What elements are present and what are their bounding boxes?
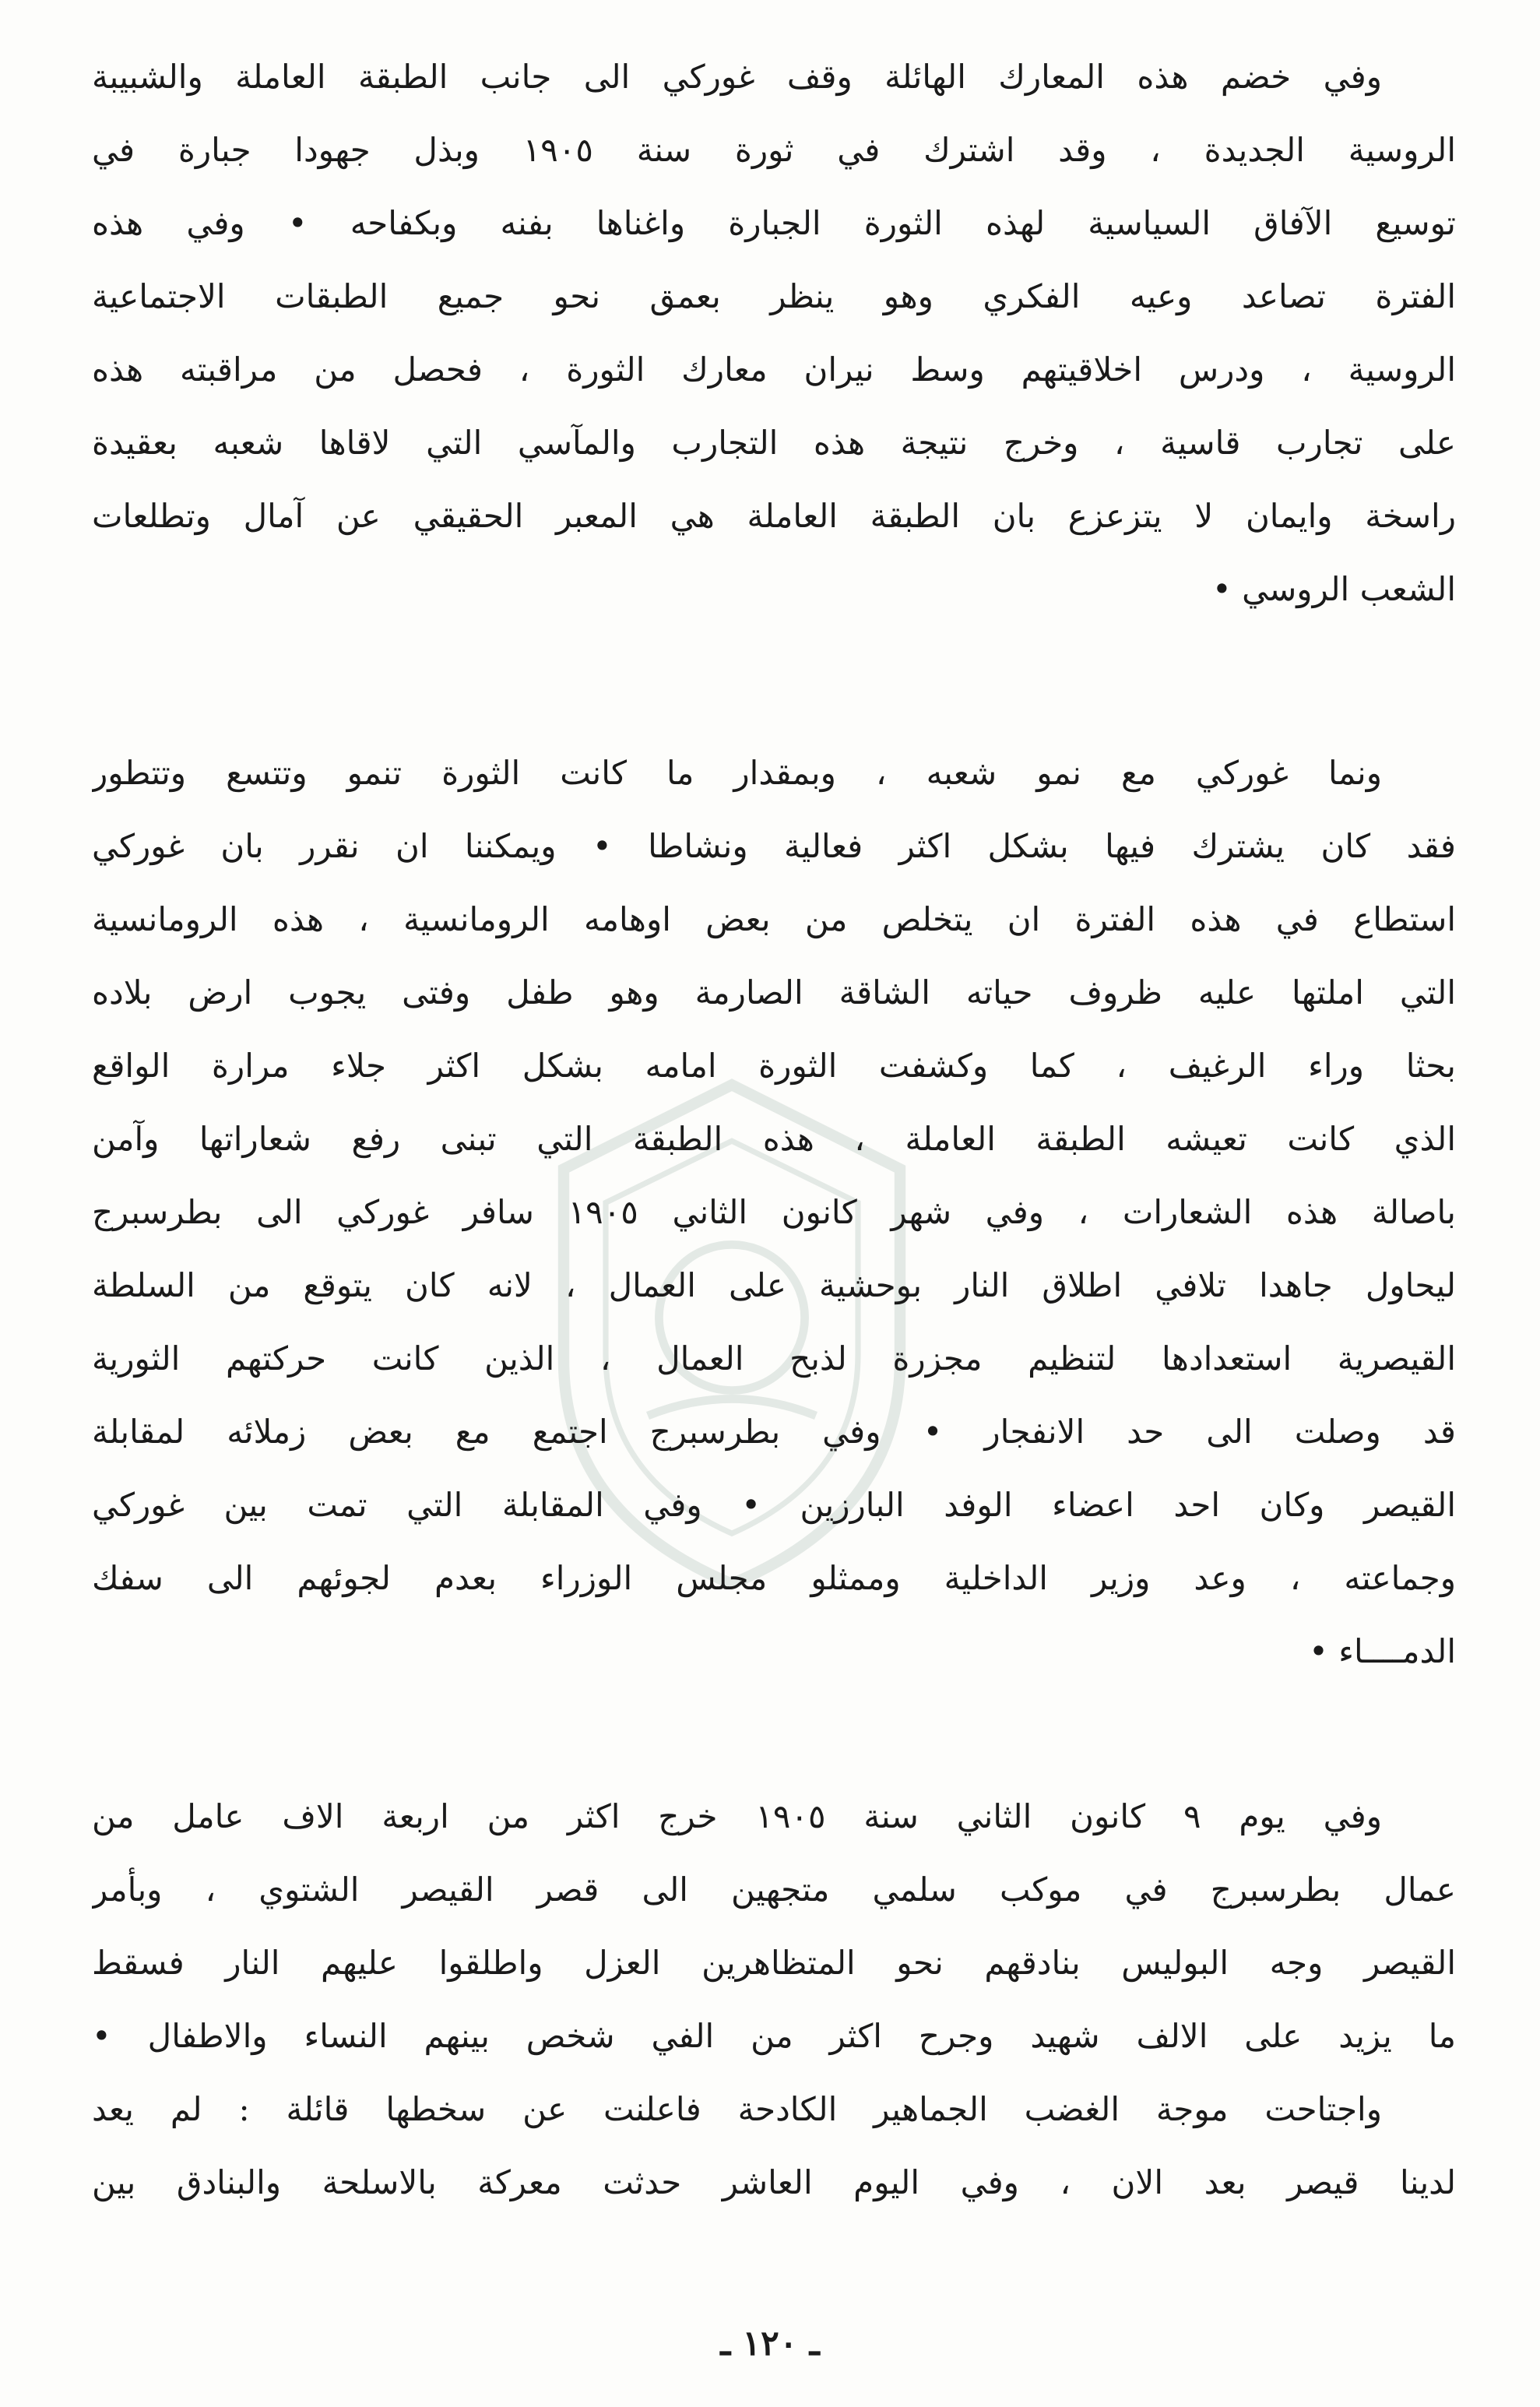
text-line: الدمــــاء • bbox=[1309, 1632, 1456, 1670]
text-line: توسيع الآفاق السياسية لهذه الثورة الجبارة واغناها بفنه وبكفاحه • وفي هذه bbox=[92, 204, 1456, 242]
text-line: راسخة وايمان لا يتزعزع بان الطبقة العاملة هي المعبر الحقيقي عن آمال وتطلعات bbox=[92, 497, 1456, 535]
text-line: الفترة تصاعد وعيه الفكري وهو ينظر بعمق نحو جميع الطبقات الاجتماعية bbox=[92, 277, 1456, 315]
text-line: وفي يوم ٩ كانون الثاني سنة ١٩٠٥ خرج اكثر من اربعة الاف عامل من bbox=[92, 1797, 1382, 1835]
text-line: الروسية الجديدة ، وقد اشترك في ثورة سنة ١٩٠٥ وبذل جهودا جبارة في bbox=[92, 131, 1456, 169]
text-line: فقد كان يشترك فيها بشكل اكثر فعالية ونشاطا • ويمكننا ان نقرر بان غوركي bbox=[92, 827, 1456, 865]
text-line: القيصرية استعدادها لتنظيم مجزرة لذبح العمال ، الذين كانت حركتهم الثورية bbox=[92, 1339, 1456, 1378]
text-line: عمال بطرسبرج في موكب سلمي متجهين الى قصر القيصر الشتوي ، وبأمر bbox=[92, 1870, 1456, 1909]
text-line: القيصر وجه البوليس بنادقهم نحو المتظاهرين العزل واطلقوا عليهم النار فسقط bbox=[92, 1944, 1456, 1982]
page-number: ـ ١٢٠ ـ bbox=[720, 2324, 820, 2363]
text-line: وفي خضم هذه المعارك الهائلة وقف غوركي الى جانب الطبقة العاملة والشبيبة bbox=[92, 58, 1382, 96]
text-line: ونما غوركي مع نمو شعبه ، وبمقدار ما كانت الثورة تنمو وتتسع وتتطور bbox=[92, 754, 1382, 792]
paragraph-1 bbox=[92, 40, 1456, 626]
text-line: وجماعته ، وعد وزير الداخلية وممثلو مجلس الوزراء بعدم لجوئهم الى سفك bbox=[92, 1559, 1456, 1597]
text-line: الذي كانت تعيشه الطبقة العاملة ، هذه الطبقة التي تبنى رفع شعاراتها وآمن bbox=[92, 1120, 1456, 1158]
text-line: الشعب الروسي • bbox=[1211, 570, 1456, 608]
text-line: ما يزيد على الالف شهيد وجرح اكثر من الفي شخص بينهم النساء والاطفال • bbox=[92, 2017, 1456, 2055]
text-line: واجتاحت موجة الغضب الجماهير الكادحة فاعلنت عن سخطها قائلة : لم يعد bbox=[92, 2090, 1382, 2128]
text-line: قد وصلت الى حد الانفجار • وفي بطرسبرج اجتمع مع بعض زملائه لمقابلة bbox=[92, 1413, 1456, 1451]
paragraph-3 bbox=[92, 1780, 1456, 2219]
text-line: بحثا وراء الرغيف ، كما وكشفت الثورة امامه بشكل اكثر جلاء مرارة الواقع bbox=[92, 1047, 1456, 1085]
text-line: القيصر وكان احد اعضاء الوفد البارزين • وفي المقابلة التي تمت بين غوركي bbox=[92, 1486, 1456, 1524]
text-line: لدينا قيصر بعد الان ، وفي اليوم العاشر حدثت معركة بالاسلحة والبنادق بين bbox=[92, 2163, 1456, 2201]
text-line: الروسية ، ودرس اخلاقيتهم وسط نيران معارك الثورة ، فحصل من مراقبته هذه bbox=[92, 350, 1456, 389]
paragraph-2 bbox=[92, 737, 1456, 1688]
text-line: باصالة هذه الشعارات ، وفي شهر كانون الثاني ١٩٠٥ سافر غوركي الى بطرسبرج bbox=[92, 1193, 1456, 1231]
text-line: استطاع في هذه الفترة ان يتخلص من بعض اوهامه الرومانسية ، هذه الرومانسية bbox=[92, 900, 1456, 938]
text-line: التي املتها عليه ظروف حياته الشاقة الصارمة وهو طفل وفتى يجوب ارض بلاده bbox=[92, 973, 1456, 1012]
text-line: على تجارب قاسية ، وخرج نتيجة هذه التجارب والمآسي التي لاقاها شعبه بعقيدة bbox=[92, 424, 1456, 462]
text-line: ليحاول جاهدا تلافي اطلاق النار بوحشية على العمال ، لانه كان يتوقع من السلطة bbox=[92, 1266, 1456, 1304]
